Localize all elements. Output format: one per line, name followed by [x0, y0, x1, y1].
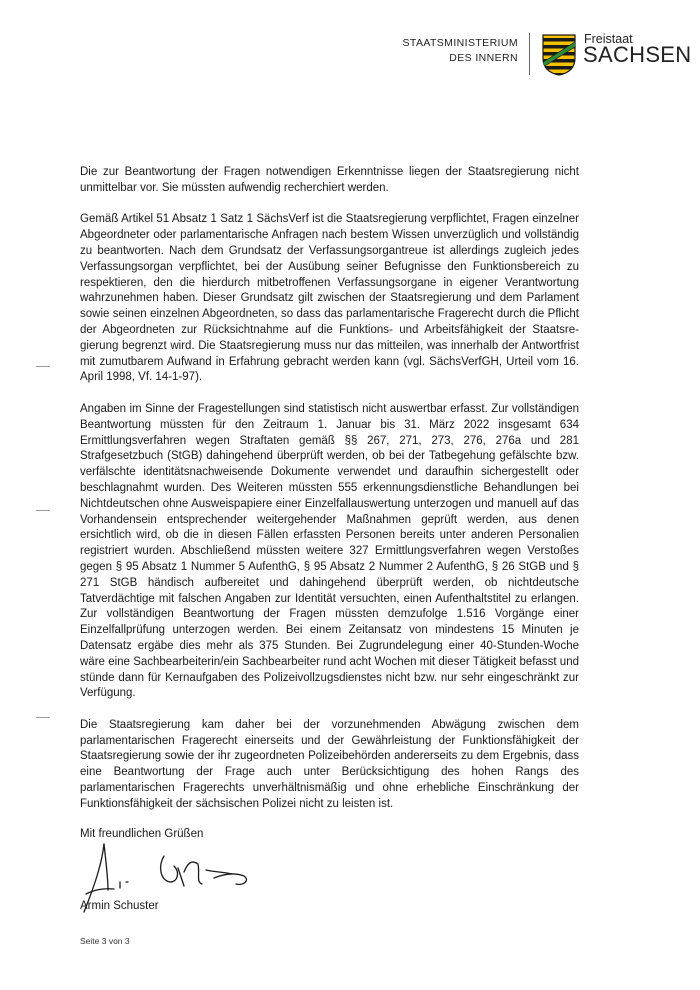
- fold-mark: [36, 510, 50, 511]
- paragraph-2: Gemäß Artikel 51 Absatz 1 Satz 1 SächsVerf ist die Staatsregierung verpflichtet, Fragen einzelner Abgeordneter oder parlamentarische Anfragen nach bestem Wissen unverzüglich und vollständig zu beantworten. Nach dem Grundsatz der Verfassungsorgantreue ist allerdings zugleich jedes Verfassungsorgan verpflichtet, bei der Ausübung seiner Befugnisse den Funktionsbereich zu respektieren, den die hierdurch mitbetroffenen Verfassungsorgane in eigener Verantwortung wahrzunehmen haben. Dieser Grundsatz gilt zwischen der Staatsregierung und dem Parlament sowie seinen einzelnen Abgeordneten, so dass das parlamentarische Fragerecht durch die Pflicht der Abgeordneten zur Rücksichtnahme auf die Funktions- und Arbeitsfähigkeit der Staatsregierung begrenzt wird. Die Staatsregierung muss nur das mitteilen, was innerhalb der Antwortfrist mit zumutbarem Aufwand in Erfahrung gebracht werden kann (vgl. SächsVerfGH, Urteil vom 16. April 1998, Vf. 14-1-97).: [80, 213, 579, 384]
- ministry-line-2: DES INNERN: [449, 52, 518, 64]
- letter-body: [80, 165, 579, 828]
- page-number: Seite 3 von 3: [80, 936, 130, 946]
- saxony-coat-of-arms-icon: [542, 34, 576, 76]
- fold-mark: [36, 717, 50, 718]
- state-name: SACHSEN: [583, 42, 692, 67]
- paragraph-3: Angaben im Sinne der Fragestellungen sind statistisch nicht auswertbar erfasst. Zur vollständigen Beantwortung müssten für den Zeitraum 1. Januar bis 31. März 2022 insgesamt 634 Ermittlungsverfahren wegen Straftaten gemäß §§ 267, 271, 273, 276, 276a und 281 Strafgesetzbuch (StGB) dahingehend überprüft werden, ob bei der Tatbegehung gefälschte bzw. verfälschte identitätsnachweisende Dokumente verwendet und daraufhin sichergestellt oder beschlagnahmt wurden. Des Weiteren müssten 555 erkennungsdienstliche Behandlungen bei Nichtdeutschen ohne Ausweispapiere einer Einzelfallauswertung unterzogen und manuell auf das Vorhandensein entsprechender weitergehender Maßnahmen geprüft werden, aus denen ersichtlich wird, ob die in diesen Fällen erfassten Personen bereits unter anderen Personalien registriert wurden. Abschließend müssten weitere 327 Ermittlungsverfahren wegen Verstoßes gegen § 95 Absatz 1 Nummer 5 AufenthG, § 95 Absatz 2 Nummer 2 AufenthG, § 26 StGB und § 271 StGB händisch aufbereitet und dahingehend überprüft werden, ob nichtdeutsche Tatverdächtige mit falschen Angaben zur Identität versuchten, einen Aufenthaltstitel zu erlangen. Zur vollständigen Beantwortung der Fragen müssten demzufolge 1.516 Vorgänge einer Einzelfallprüfung unterzogen werden. Bei einem Zeitansatz von mindestens 15 Minuten je Datensatz ergäbe dies mehr als 375 Stunden. Bei Zugrundelegung einer 40-Stunden-Woche wäre eine Sachbearbeiterin/ein Sachbearbeiter rund acht Wochen mit dieser Tätigkeit befasst und stünde dann für Kernaufgaben des Polizeivollzugsdienstes nicht bzw. nur sehr eingeschränkt zur Verfügung.: [80, 402, 579, 700]
- ministry-line-1: STAATSMINISTERIUM: [402, 37, 518, 49]
- signer-name: Armin Schuster: [80, 900, 159, 912]
- paragraph-1: Die zur Beantwortung der Fragen notwendigen Erkenntnisse liegen der Staatsregierung nicht unmittelbar vor. Sie müssten aufwendig recherchiert werden.: [80, 166, 579, 194]
- header-divider: [529, 33, 530, 75]
- ministry-name: [403, 36, 519, 66]
- closing-greeting: Mit freundlichen Grüßen: [80, 828, 204, 840]
- fold-mark: [36, 366, 50, 367]
- state-prefix: Freistaat: [584, 32, 633, 46]
- paragraph-4: Die Staatsregierung kam daher bei der vorzunehmenden Abwägung zwischen dem parlamentarischen Fragerecht einerseits und der Gewährleistung der Funktionsfähigkeit der Staatsregierung sowie der ihr zugeordneten Polizeibehörden andererseits zu dem Ergebnis, dass eine Beantwortung der Frage auch unter Berücksichtigung des hohen Rangs des parlamentarischen Fragerechts unverhältnismäßig und ohne erhebliche Einschränkung der Funktionsfähigkeit der sächsischen Polizei nicht zu leisten ist.: [80, 718, 579, 810]
